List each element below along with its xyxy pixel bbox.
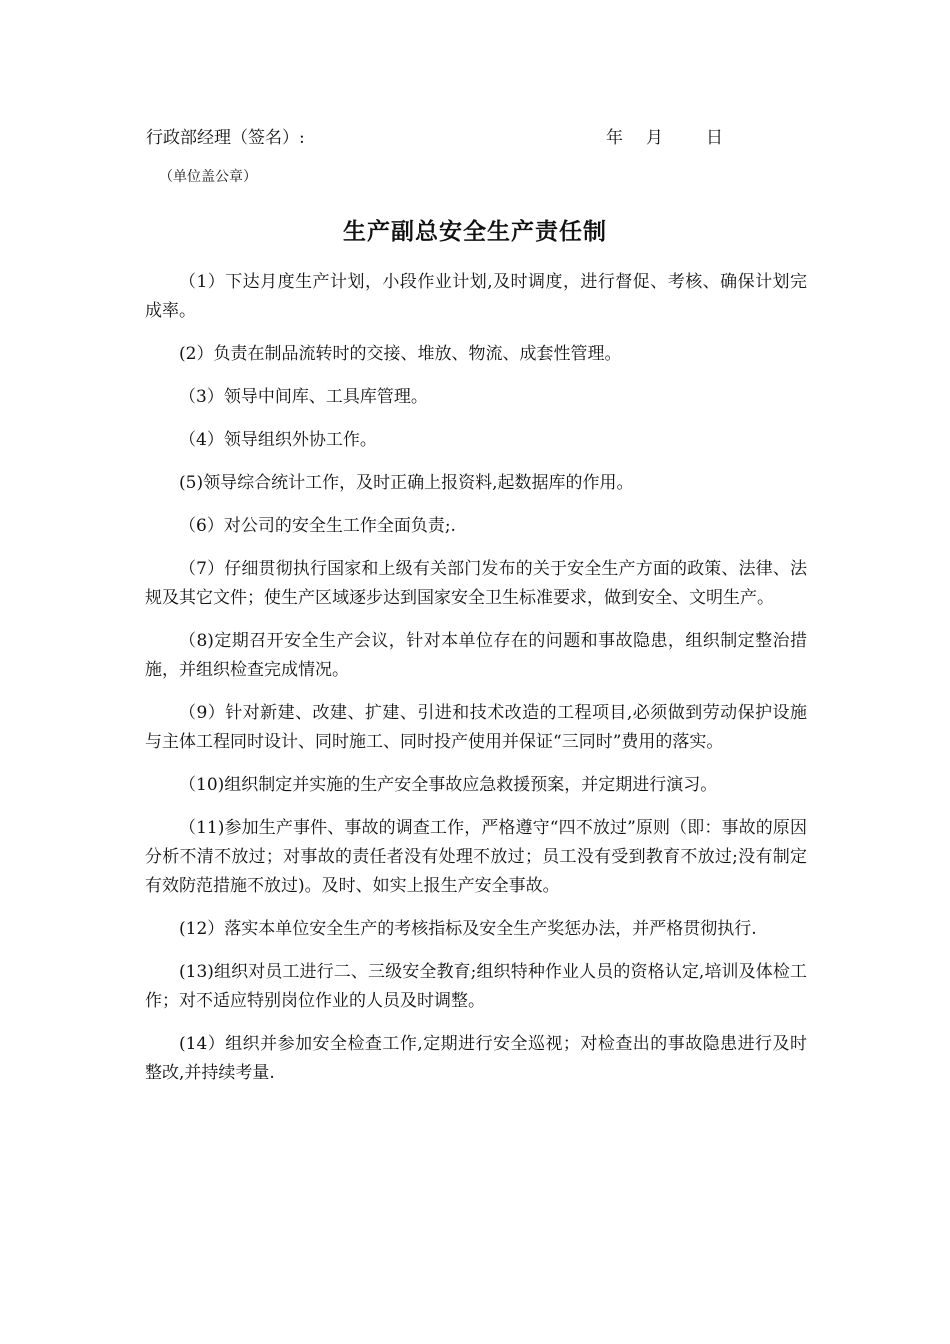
signature-label: 行政部经理（签名）: [146, 128, 305, 148]
paragraph-11: （11)参加生产事件、事故的调查工作，严格遵守“四不放过”原则（即：事故的原因分析不清不放过；对事故的责任者没有处理不放过；员工没有受到教育不放过;没有制定有效防范措施不放过)。及时、如实上报生产安全事故。 [145, 818, 807, 896]
paragraph-9: （9）针对新建、改建、扩建、引进和技术改造的工程项目,必须做到劳动保护设施与主体工程同时设计、同时施工、同时投产使用并保证“三同时”费用的落实。 [145, 703, 807, 752]
paragraph-4: （4）领导组织外协工作。 [179, 430, 377, 450]
paragraph-10: （10)组织制定并实施的生产安全事故应急救援预案，并定期进行演习。 [179, 775, 718, 795]
paragraph-12: (12）落实本单位安全生产的考核指标及安全生产奖惩办法，并严格贯彻执行. [179, 919, 757, 939]
stamp-note: （单位盖公章） [159, 169, 257, 185]
paragraph-13: (13)组织对员工进行二、三级安全教育;组织特种作业人员的资格认定,培训及体检工作；对不适应特别岗位作业的人员及时调整。 [145, 962, 807, 1011]
date-month-label: 月 [646, 128, 663, 148]
paragraph-8: （8)定期召开安全生产会议，针对本单位存在的问题和事故隐患，组织制定整治措施，并组织检查完成情况。 [145, 631, 807, 680]
paragraph-7: （7）仔细贯彻执行国家和上级有关部门发布的关于安全生产方面的政策、法律、法规及其它文件；使生产区域逐步达到国家安全卫生标准要求，做到安全、文明生产。 [145, 559, 807, 608]
paragraph-1: （1）下达月度生产计划，小段作业计划,及时调度，进行督促、考核、确保计划完成率。 [145, 272, 807, 321]
paragraph-5: (5)领导综合统计工作，及时正确上报资料,起数据库的作用。 [179, 473, 634, 493]
paragraph-3: （3）领导中间库、工具库管理。 [179, 387, 428, 407]
paragraph-6: （6）对公司的安全生工作全面负责;. [179, 516, 456, 536]
document-title: 生产副总安全生产责任制 [343, 219, 607, 245]
date-year-label: 年 [606, 128, 623, 148]
paragraph-14: (14）组织并参加安全检查工作,定期进行安全巡视；对检查出的事故隐患进行及时整改,并持续考量. [145, 1034, 807, 1083]
signature-date [606, 124, 736, 152]
signature-line [146, 124, 826, 152]
paragraph-2: (2）负责在制品流转时的交接、堆放、物流、成套性管理。 [179, 344, 622, 364]
document-body [145, 268, 807, 1102]
date-day-label: 日 [706, 128, 723, 148]
